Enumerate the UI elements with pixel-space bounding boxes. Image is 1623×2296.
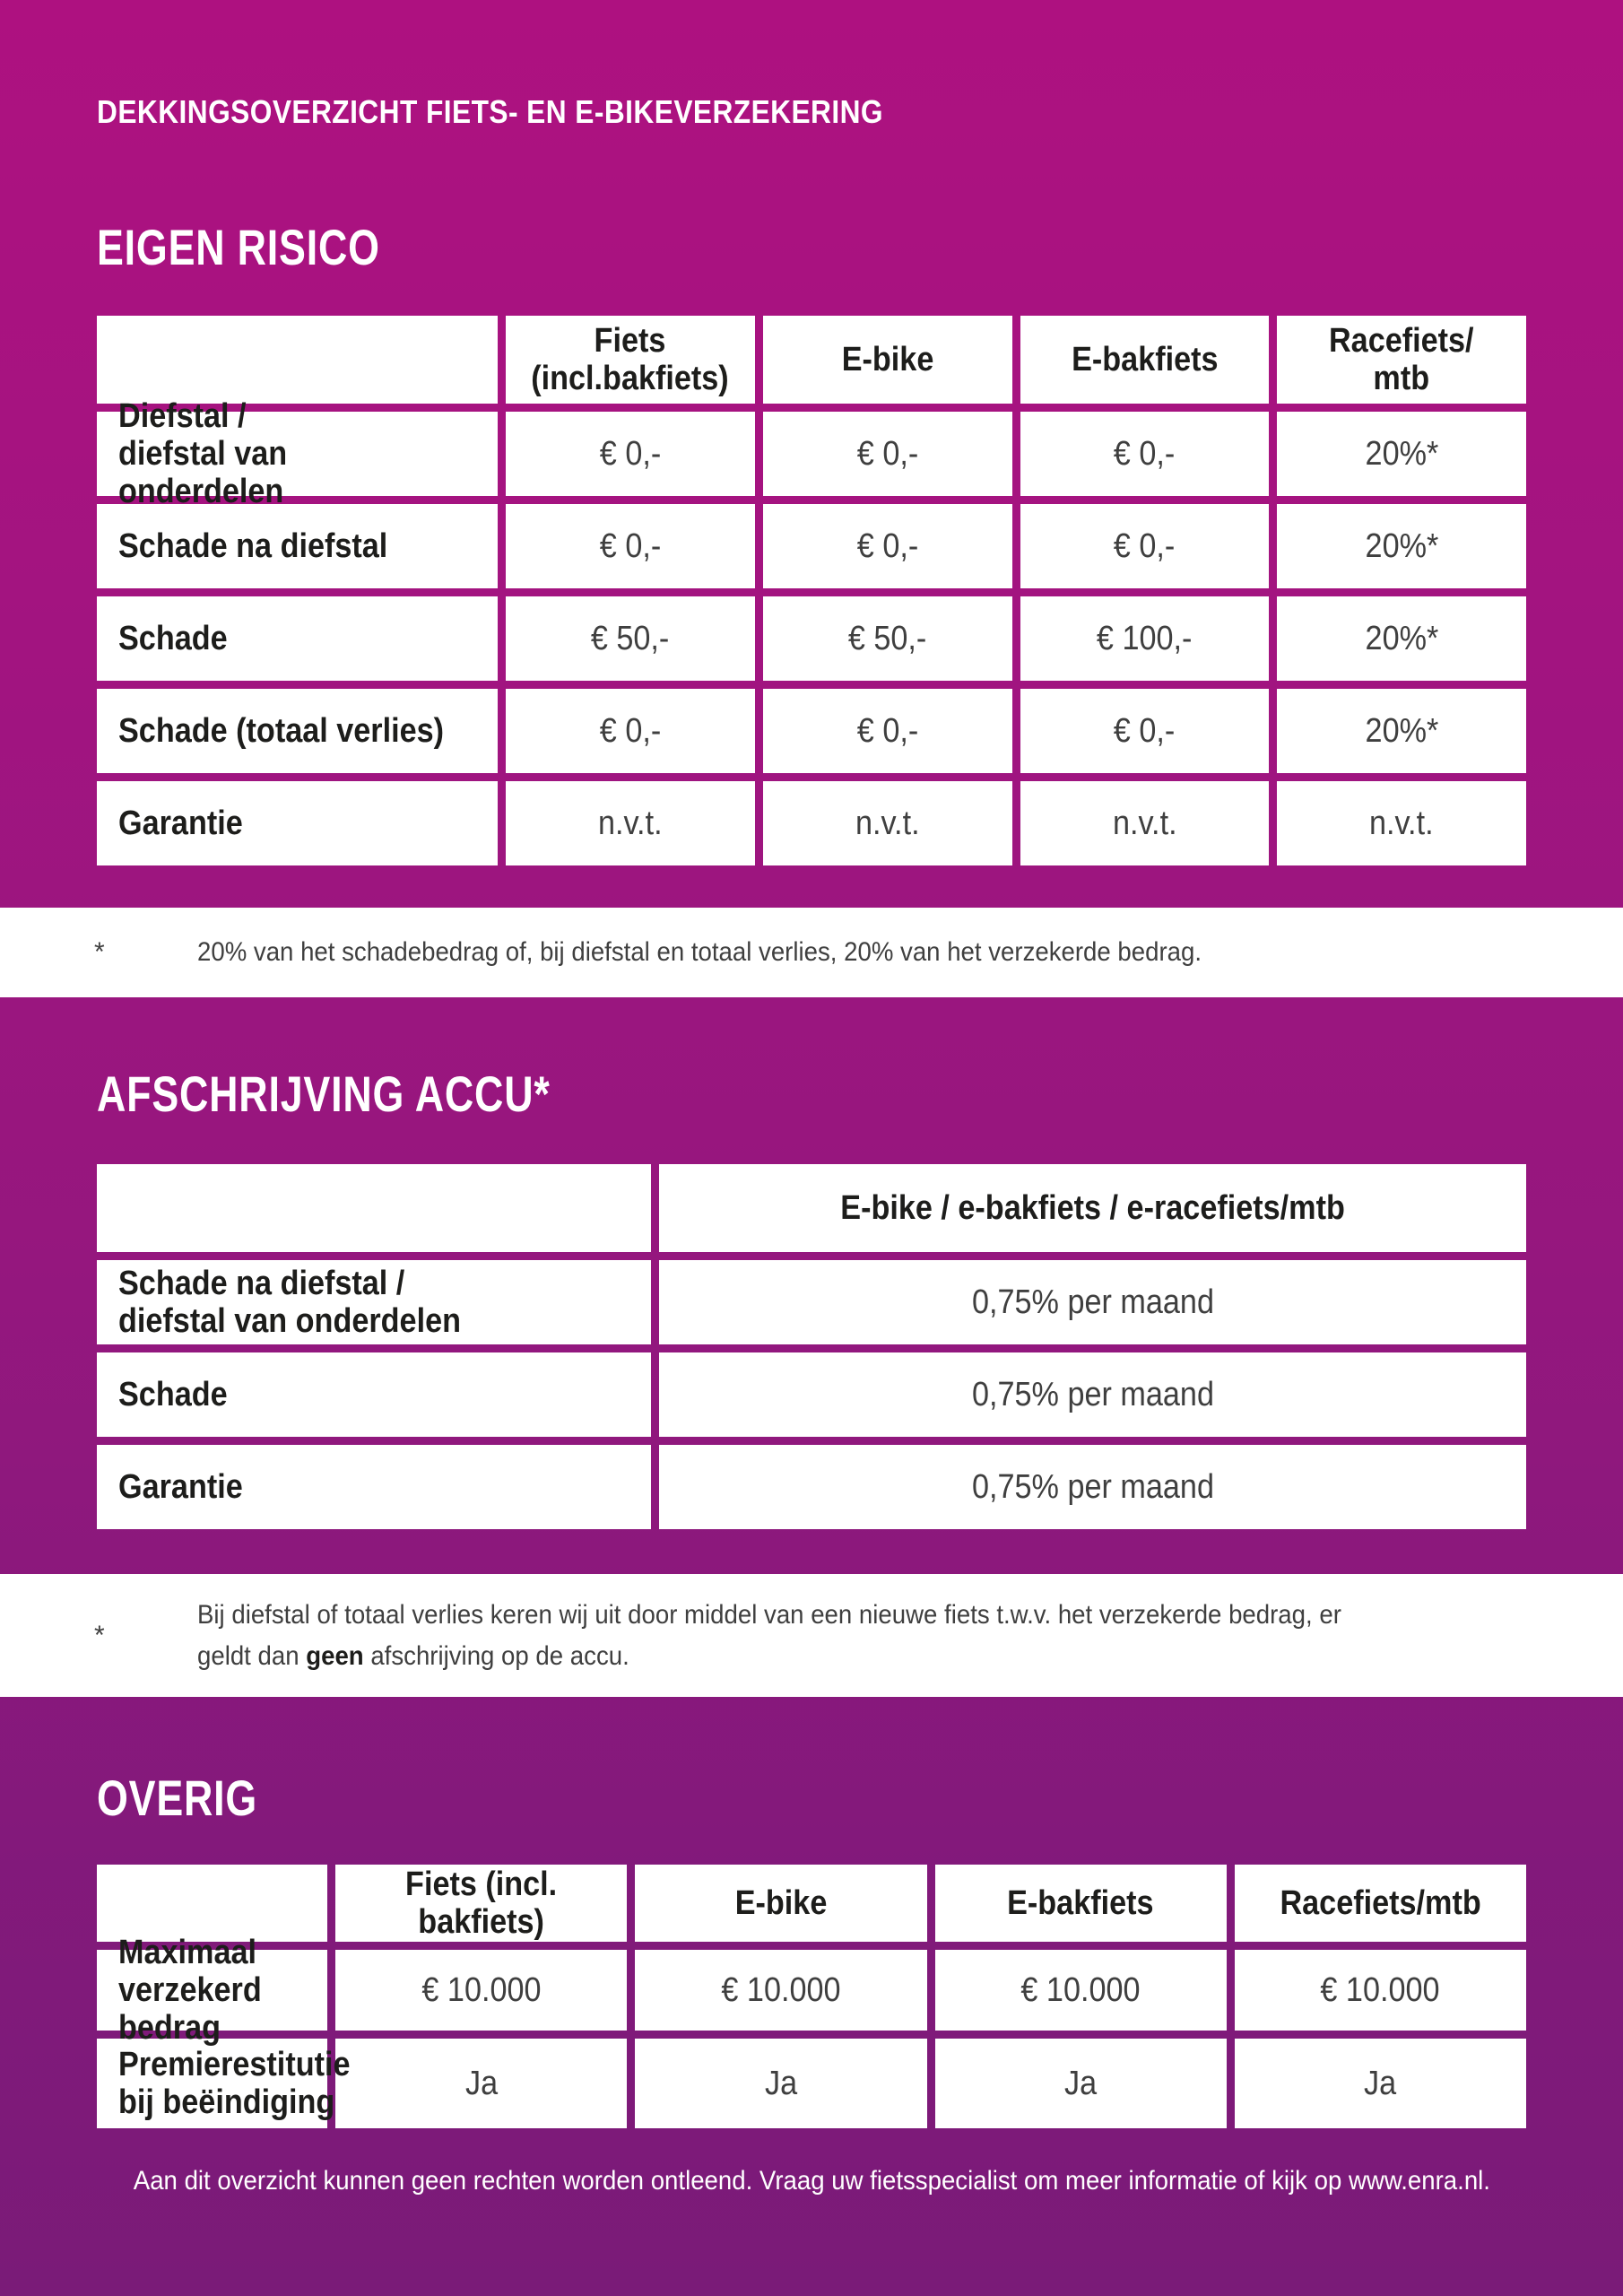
footnote-band-eigen-risico: [0, 908, 1623, 997]
afschrijving-accu-table: [97, 1164, 1526, 1529]
table-cell: Ja: [335, 2039, 627, 2128]
row-label-schade-totaal-verlies: Schade (totaal verlies): [97, 689, 498, 773]
table-cell: 0,75% per maand: [659, 1352, 1526, 1437]
document-title: DEKKINGSOVERZICHT FIETS- EN E-BIKEVERZEKERING: [97, 93, 883, 130]
footnote-band-accu: [0, 1574, 1623, 1697]
table-cell: Ja: [1235, 2039, 1526, 2128]
column-header-racefiets: Racefiets/ mtb: [1277, 316, 1526, 404]
disclaimer: [0, 2166, 1623, 2196]
table-cell: € 0,-: [1020, 412, 1270, 496]
column-header-ebakfiets: E-bakfiets: [1020, 316, 1270, 404]
table-cell: 0,75% per maand: [659, 1260, 1526, 1344]
table-cell: Ja: [635, 2039, 926, 2128]
table-cell: € 10.000: [935, 1950, 1227, 2031]
table-cell: € 100,-: [1020, 596, 1270, 681]
row-label-schade: Schade: [97, 1352, 651, 1437]
column-header-ebike: E-bike: [635, 1865, 926, 1942]
table-cell: € 10.000: [335, 1950, 627, 2031]
disclaimer-text: Aan dit overzicht kunnen geen rechten worden ontleend. Vraag uw fietsspecialist om meer informatie of kijk op www.enra.nl.: [133, 2166, 1490, 2196]
row-label-garantie: Garantie: [97, 1445, 651, 1529]
corner-cell: [97, 1164, 651, 1252]
table-cell: € 0,-: [506, 689, 755, 773]
row-label-diefstal: Diefstal / diefstal van onderdelen: [97, 412, 498, 496]
row-label-maximaal-verzekerd: Maximaal verzekerd bedrag: [97, 1950, 327, 2031]
column-header-ebike: E-bike: [763, 316, 1012, 404]
table-cell: 0,75% per maand: [659, 1445, 1526, 1529]
section-title-overig: OVERIG: [97, 1770, 258, 1826]
footnote-part-after: afschrijving op de accu.: [363, 1640, 629, 1671]
column-header-fiets: Fiets (incl. bakfiets): [335, 1865, 627, 1942]
table-cell: € 0,-: [763, 504, 1012, 588]
table-cell: € 50,-: [763, 596, 1012, 681]
footnote-marker: *: [94, 937, 105, 967]
column-header-racefiets: Racefiets/mtb: [1235, 1865, 1526, 1942]
table-cell: € 0,-: [1020, 689, 1270, 773]
footnote-text: [197, 1595, 1385, 1677]
footnote-part-before: Bij diefstal of totaal verlies keren wij uit door middel van een nieuwe fiets t.w.v. het verzekerde bedrag, er geldt dan: [197, 1599, 1341, 1671]
table-cell: 20%*: [1277, 412, 1526, 496]
footnote-bold-word: geen: [306, 1640, 364, 1671]
table-cell: € 50,-: [506, 596, 755, 681]
corner-cell: [97, 316, 498, 404]
table-cell: € 0,-: [763, 689, 1012, 773]
row-label-garantie: Garantie: [97, 781, 498, 865]
table-cell: n.v.t.: [1020, 781, 1270, 865]
table-cell: € 0,-: [506, 412, 755, 496]
table-cell: € 10.000: [635, 1950, 926, 2031]
table-cell: n.v.t.: [1277, 781, 1526, 865]
row-label-schade: Schade: [97, 596, 498, 681]
row-label-schade-na-diefstal: Schade na diefstal: [97, 504, 498, 588]
table-cell: 20%*: [1277, 596, 1526, 681]
table-cell: € 0,-: [1020, 504, 1270, 588]
table-cell: n.v.t.: [506, 781, 755, 865]
table-cell: € 0,-: [763, 412, 1012, 496]
overig-table: [97, 1865, 1526, 2128]
table-cell: € 0,-: [506, 504, 755, 588]
table-cell: Ja: [935, 2039, 1227, 2128]
footnote-marker: *: [94, 1620, 105, 1650]
table-cell: 20%*: [1277, 504, 1526, 588]
corner-cell: [97, 1865, 327, 1942]
row-label-premierestitutie: Premierestitutie bij beëindiging: [97, 2039, 327, 2128]
section-title-eigen-risico: EIGEN RISICO: [97, 219, 380, 275]
eigen-risico-table: [97, 316, 1526, 865]
section-title-afschrijving-accu: AFSCHRIJVING ACCU*: [97, 1065, 551, 1122]
footnote-text: 20% van het schadebedrag of, bij diefstal en totaal verlies, 20% van het verzekerde bedrag.: [197, 937, 1202, 967]
row-label-schade-na-diefstal: Schade na diefstal / diefstal van onderdelen: [97, 1260, 651, 1344]
column-header-fiets: Fiets (incl.bakfiets): [506, 316, 755, 404]
table-cell: € 10.000: [1235, 1950, 1526, 2031]
column-header-ebike-group: E-bike / e-bakfiets / e-racefiets/mtb: [659, 1164, 1526, 1252]
table-cell: n.v.t.: [763, 781, 1012, 865]
table-cell: 20%*: [1277, 689, 1526, 773]
column-header-ebakfiets: E-bakfiets: [935, 1865, 1227, 1942]
